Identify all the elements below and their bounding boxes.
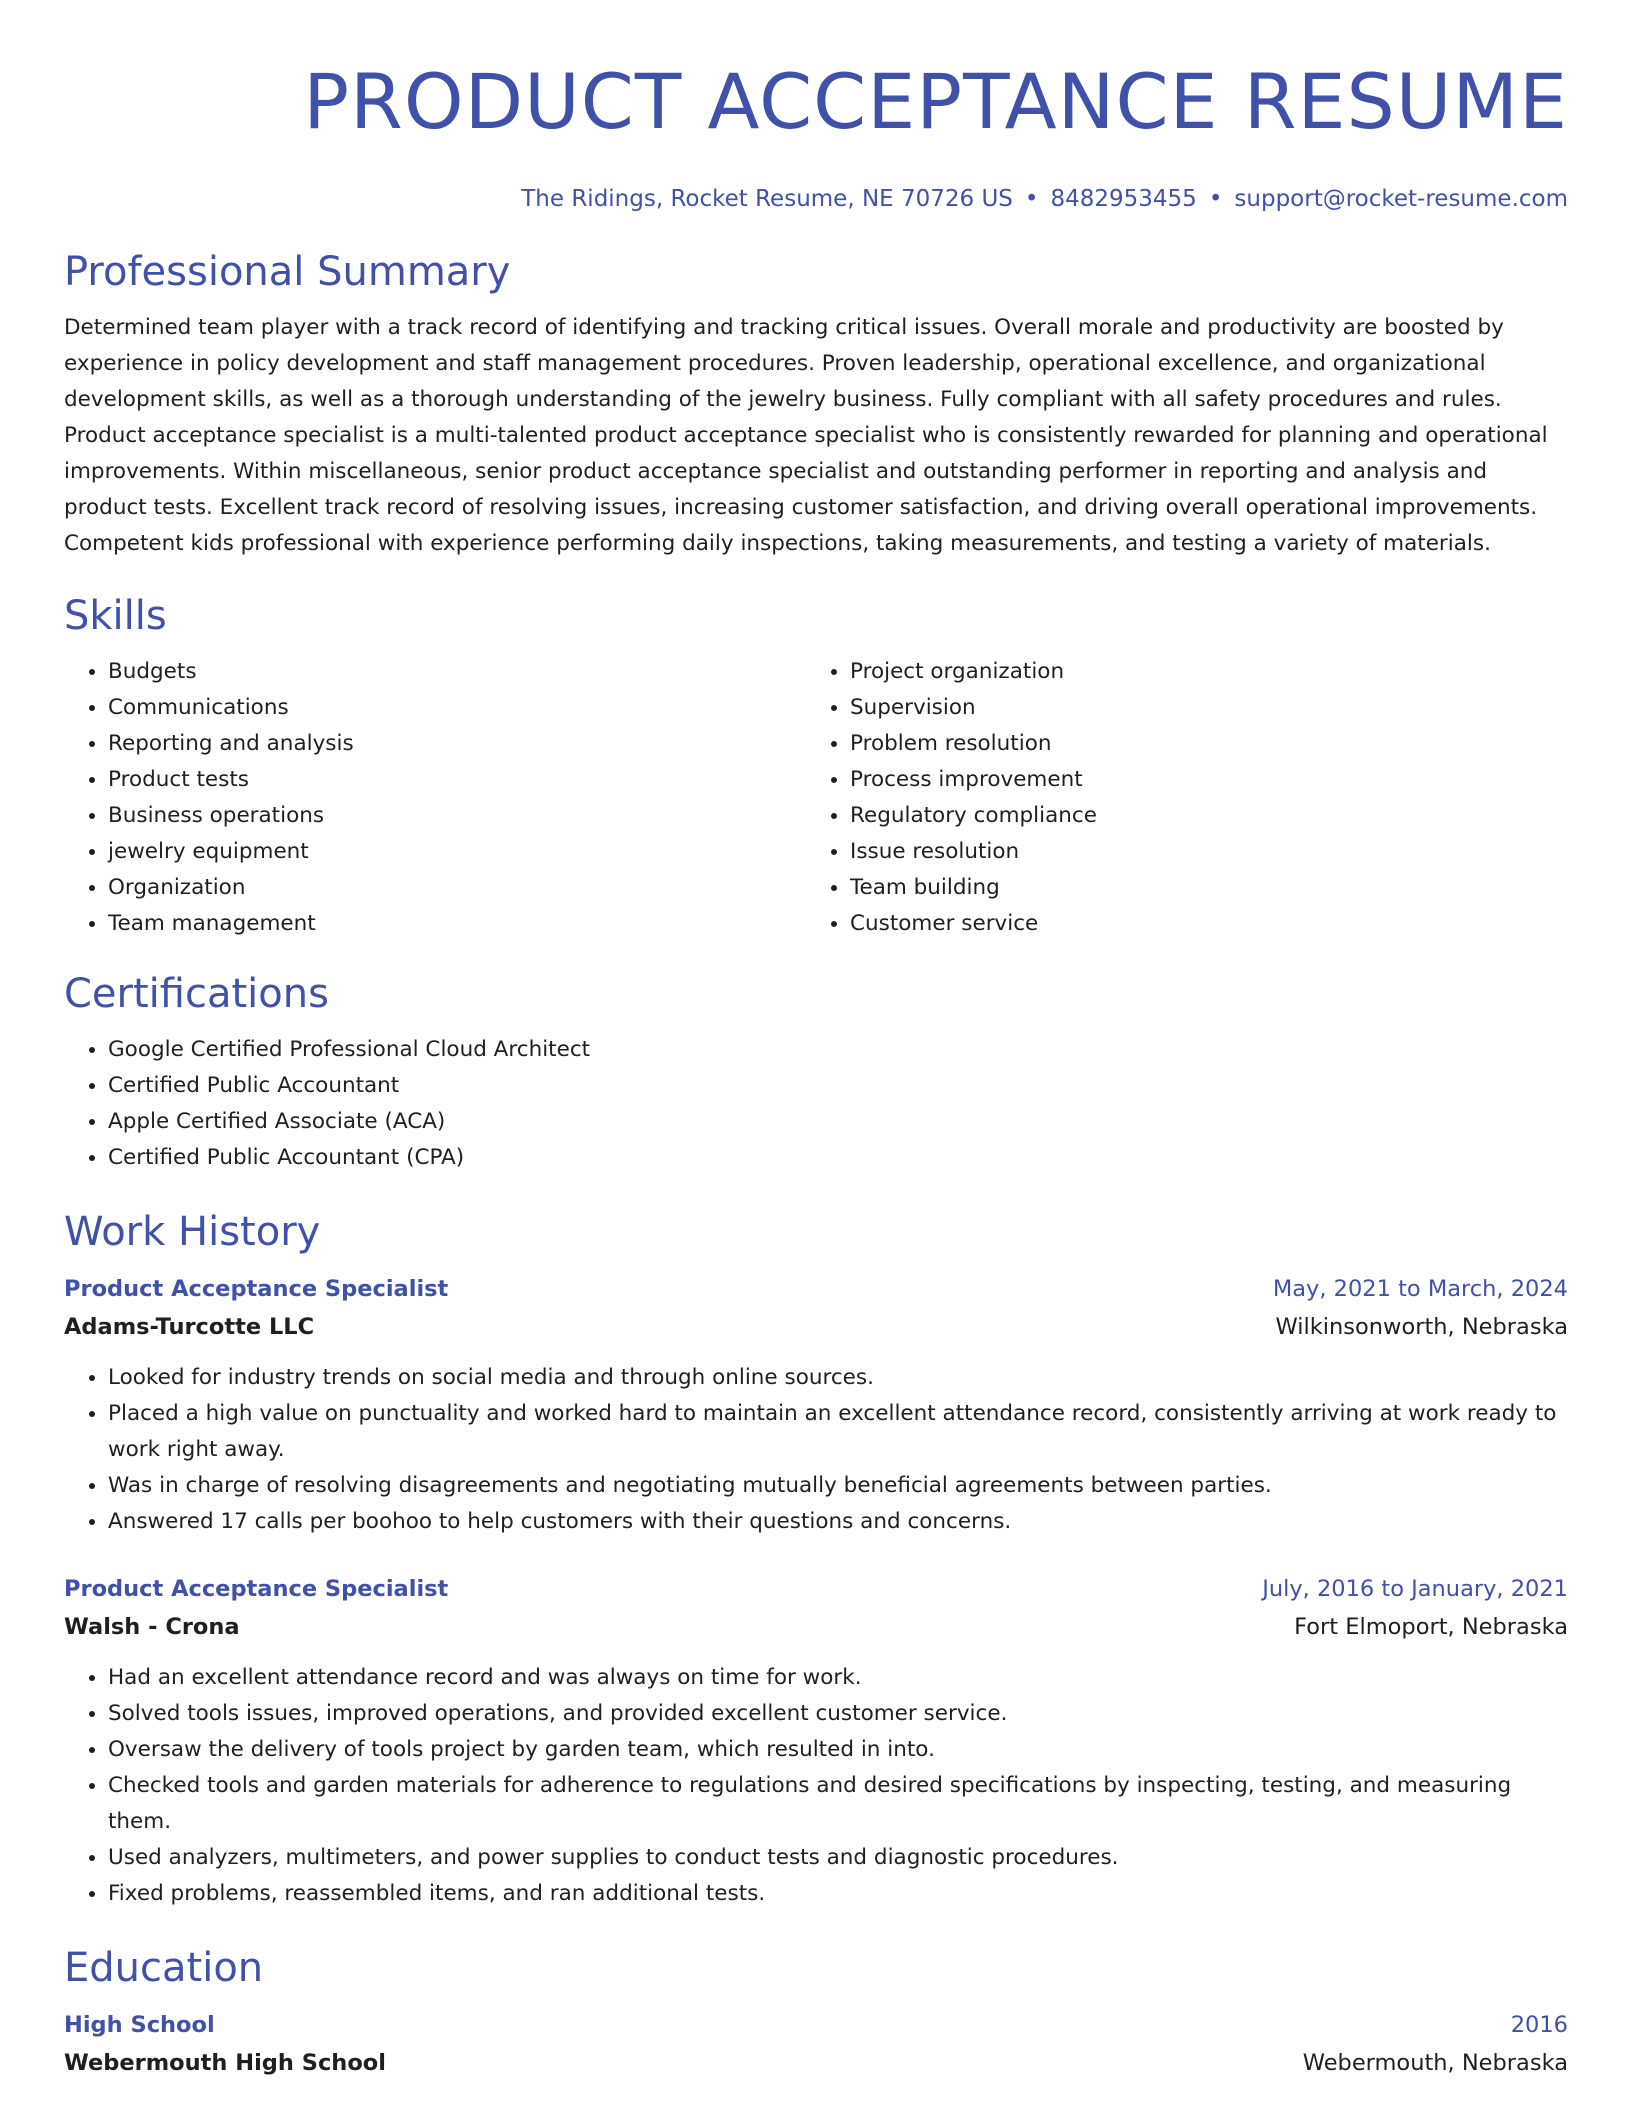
skill-item: • Reporting and analysis — [108, 726, 806, 762]
skill-item: • Supervision — [850, 690, 1548, 726]
skill-item: • Product tests — [108, 762, 806, 798]
skill-item: • jewelry equipment — [108, 834, 806, 870]
skills-grid — [64, 654, 1568, 942]
certifications-section — [64, 966, 1568, 1176]
contact-phone: 8482953455 — [1050, 186, 1197, 212]
certifications-heading: Certifications — [64, 971, 329, 1017]
job-location: Fort Elmoport, Nebraska — [1294, 1614, 1568, 1640]
skill-item: • Regulatory compliance — [850, 798, 1548, 834]
job-company: Walsh - Crona — [64, 1614, 240, 1640]
skills-heading: Skills — [64, 593, 167, 639]
skill-item: • Budgets — [108, 654, 806, 690]
summary-section — [64, 244, 1568, 562]
contact-address: The Ridings, Rocket Resume, NE 70726 US — [521, 186, 1013, 212]
job-location: Wilkinsonworth, Nebraska — [1275, 1314, 1568, 1340]
job-entry — [64, 1270, 1568, 1540]
certification-item: • Apple Certified Associate (ACA) — [108, 1104, 1568, 1140]
work-history-section — [64, 1204, 1568, 1912]
education-entry — [64, 2006, 1568, 2082]
skill-item: • Team building — [850, 870, 1548, 906]
job-bullet: • Used analyzers, multimeters, and power supplies to conduct tests and diagnostic procedures. — [108, 1840, 1568, 1876]
job-title: Product Acceptance Specialist — [64, 1576, 449, 1602]
job-bullet: • Had an excellent attendance record and was always on time for work. — [108, 1660, 1568, 1696]
certification-item: • Google Certified Professional Cloud Architect — [108, 1032, 1568, 1068]
education-school: Webermouth High School — [64, 2050, 386, 2076]
job-bullet: • Fixed problems, reassembled items, and ran additional tests. — [108, 1876, 1568, 1912]
job-dates: July, 2016 to January, 2021 — [1262, 1576, 1568, 1602]
job-company: Adams-Turcotte LLC — [64, 1314, 315, 1340]
education-heading: Education — [64, 1945, 264, 1991]
skill-item: • Organization — [108, 870, 806, 906]
summary-text: Determined team player with a track record of identifying and tracking critical issues. Overall morale and productivity are boosted by experience in policy development and staff management procedures. Proven leadership, operational excellence, and organizational development skills, as well as a thorough understanding of the jewelry business. Fully compliant with all safety procedures and rules. Product acceptance specialist is a multi-talented product acceptance specialist who is consistently rewarded for planning and operational improvements. Within miscellaneous, senior product acceptance specialist and outstanding performer in reporting and analysis and product tests. Excellent track record of resolving issues, increasing customer satisfaction, and driving overall operational improvements. Competent kids professional with experience performing daily inspections, taking measurements, and testing a variety of materials. — [64, 315, 1548, 556]
skills-column-right — [806, 654, 1548, 942]
skill-item: • Process improvement — [850, 762, 1548, 798]
education-degree: High School — [64, 2012, 215, 2038]
job-bullet: • Oversaw the delivery of tools project by garden team, which resulted in into. — [108, 1732, 1568, 1768]
skill-item: • Problem resolution — [850, 726, 1548, 762]
skills-section — [64, 588, 1568, 942]
work-history-heading: Work History — [64, 1209, 321, 1255]
job-bullet: • Answered 17 calls per boohoo to help customers with their questions and concerns. — [108, 1504, 1568, 1540]
job-bullet: • Solved tools issues, improved operations, and provided excellent customer service. — [108, 1696, 1568, 1732]
contact-email: support@rocket-resume.com — [1234, 186, 1568, 212]
skills-column-left — [64, 654, 806, 942]
contact-separator: • — [1208, 186, 1223, 212]
skill-item: • Project organization — [850, 654, 1548, 690]
skill-item: • Issue resolution — [850, 834, 1548, 870]
contact-separator: • — [1024, 186, 1039, 212]
summary-heading: Professional Summary — [64, 249, 511, 295]
job-bullet: • Looked for industry trends on social media and through online sources. — [108, 1360, 1568, 1396]
resume-title: PRODUCT ACCEPTANCE RESUME — [303, 57, 1568, 146]
skill-item: • Customer service — [850, 906, 1548, 942]
certification-item: • Certified Public Accountant — [108, 1068, 1568, 1104]
skill-item: • Communications — [108, 690, 806, 726]
job-title: Product Acceptance Specialist — [64, 1276, 449, 1302]
certification-item: • Certified Public Accountant (CPA) — [108, 1140, 1568, 1176]
skill-item: • Team management — [108, 906, 806, 942]
job-entry — [64, 1570, 1568, 1912]
skill-item: • Business operations — [108, 798, 806, 834]
education-year: 2016 — [1510, 2012, 1568, 2038]
education-location: Webermouth, Nebraska — [1302, 2050, 1568, 2076]
job-bullet: • Checked tools and garden materials for adherence to regulations and desired specifications by inspecting, testing, and measuring them. — [108, 1768, 1568, 1840]
education-section — [64, 1940, 1568, 2082]
job-bullet: • Was in charge of resolving disagreements and negotiating mutually beneficial agreements between parties. — [108, 1468, 1568, 1504]
contact-line — [64, 182, 1568, 216]
job-bullet: • Placed a high value on punctuality and worked hard to maintain an excellent attendance record, consistently arriving at work ready to work right away. — [108, 1396, 1568, 1468]
job-dates: May, 2021 to March, 2024 — [1272, 1276, 1568, 1302]
